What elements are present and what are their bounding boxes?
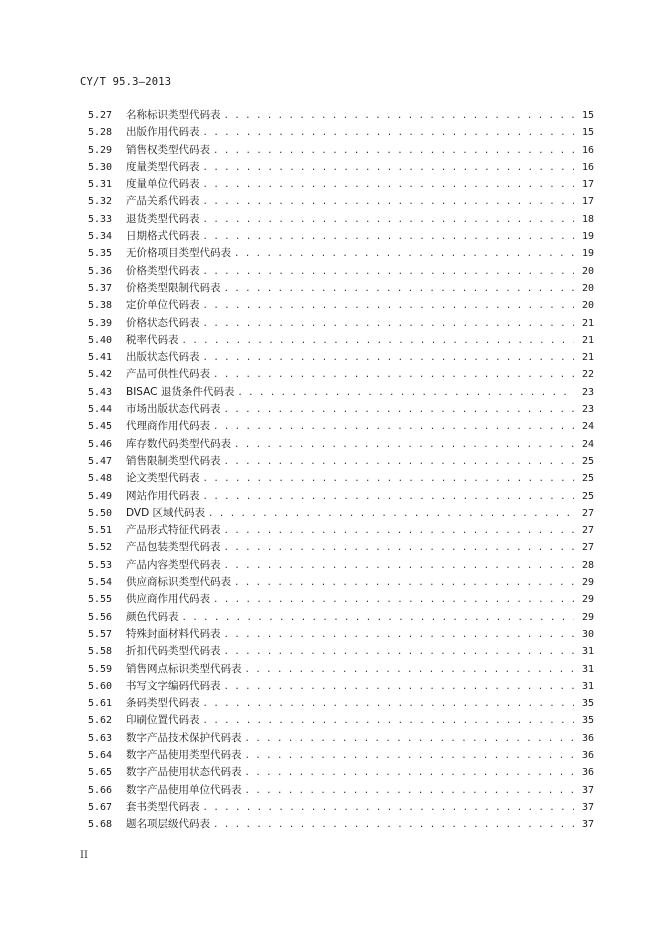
toc-dot-leader <box>213 143 574 160</box>
toc-entry-number: 5.60 <box>88 680 113 692</box>
toc-dot-leader <box>203 800 575 817</box>
toc-entry[interactable] <box>88 816 594 833</box>
toc-entry-page: 27 <box>581 542 594 554</box>
toc-entry-page: 23 <box>581 386 594 398</box>
toc-dot-leader <box>224 627 575 644</box>
toc-dot-leader <box>203 125 575 142</box>
toc-dot-leader <box>224 540 575 557</box>
toc-entry-title: 数字产品使用单位代码表 <box>126 783 242 796</box>
toc-entry-page: 24 <box>581 438 594 450</box>
toc-entry-number: 5.58 <box>88 646 113 658</box>
toc-entry-title: 印刷位置代码表 <box>126 714 200 727</box>
toc-entry[interactable] <box>88 211 594 228</box>
toc-dot-leader <box>224 281 575 298</box>
toc-entry-page: 25 <box>581 490 594 502</box>
toc-dot-leader <box>203 489 575 506</box>
table-of-contents <box>88 107 594 833</box>
toc-dot-leader <box>224 454 575 471</box>
toc-dot-leader <box>224 679 575 696</box>
toc-entry-page: 21 <box>581 352 594 364</box>
toc-entry-title: 题名项层级代码表 <box>126 818 210 831</box>
toc-entry-page: 21 <box>581 317 594 329</box>
toc-dot-leader <box>203 177 575 194</box>
document-code-header: CY/T 95.3—2013 <box>80 76 172 88</box>
toc-entry-page: 36 <box>581 749 594 761</box>
toc-entry-title: 税率代码表 <box>126 333 179 346</box>
toc-dot-leader <box>203 264 575 281</box>
toc-entry[interactable] <box>88 488 594 505</box>
toc-entry-title: 产品包装类型代码表 <box>126 541 221 554</box>
toc-dot-leader <box>203 350 575 367</box>
toc-entry-page: 15 <box>581 110 594 121</box>
toc-entry-title: 度量类型代码表 <box>126 160 200 173</box>
toc-entry[interactable] <box>88 366 594 383</box>
toc-entry[interactable] <box>88 712 594 729</box>
toc-entry[interactable] <box>88 384 594 401</box>
toc-entry-title: 供应商作用代码表 <box>126 593 210 606</box>
toc-entry[interactable] <box>88 764 594 781</box>
toc-entry[interactable] <box>88 228 594 245</box>
toc-dot-leader <box>224 402 575 419</box>
toc-entry-number: 5.59 <box>88 663 113 675</box>
toc-entry-page: 35 <box>581 715 594 727</box>
toc-entry[interactable] <box>88 401 594 418</box>
toc-entry-number: 5.61 <box>88 698 113 710</box>
toc-entry-number: 5.34 <box>88 231 113 243</box>
toc-entry[interactable] <box>88 505 594 522</box>
toc-entry-page: 20 <box>581 300 594 312</box>
toc-entry-number: 5.46 <box>88 438 113 450</box>
toc-entry-title: 产品可供性代码表 <box>126 368 210 381</box>
toc-entry-title: 产品关系代码表 <box>126 195 200 208</box>
toc-entry-title: 供应商标识类型代码表 <box>126 576 231 589</box>
toc-entry-page: 28 <box>581 559 594 571</box>
toc-entry-page: 35 <box>581 698 594 710</box>
toc-entry-title: 销售限制类型代码表 <box>126 454 221 467</box>
toc-dot-leader <box>203 471 575 488</box>
toc-entry-number: 5.42 <box>88 369 113 381</box>
toc-entry-title: 产品形式特征代码表 <box>126 524 221 537</box>
toc-entry-number: 5.53 <box>88 559 113 571</box>
toc-entry-title: 退货类型代码表 <box>126 212 200 225</box>
toc-entry-number: 5.57 <box>88 628 113 640</box>
toc-dot-leader <box>213 817 574 834</box>
toc-entry-number: 5.40 <box>88 334 113 346</box>
toc-entry-number: 5.56 <box>88 611 113 623</box>
toc-entry-page: 29 <box>581 577 594 589</box>
toc-entry-title: BISAC 退货条件代码表 <box>126 385 235 398</box>
toc-entry-number: 5.29 <box>88 144 113 156</box>
toc-entry-page: 37 <box>581 819 594 831</box>
toc-entry[interactable] <box>88 557 594 574</box>
toc-dot-leader <box>213 419 574 436</box>
toc-entry-number: 5.52 <box>88 542 113 554</box>
toc-entry-title: 网站作用代码表 <box>126 489 200 502</box>
toc-entry-page: 25 <box>581 455 594 467</box>
toc-entry-page: 19 <box>581 231 594 243</box>
toc-entry-number: 5.67 <box>88 801 113 813</box>
toc-entry-number: 5.68 <box>88 819 113 831</box>
toc-dot-leader <box>234 246 574 263</box>
toc-entry-page: 19 <box>581 248 594 260</box>
toc-dot-leader <box>203 194 575 211</box>
toc-dot-leader <box>213 592 574 609</box>
toc-entry[interactable] <box>88 695 594 712</box>
toc-entry[interactable] <box>88 782 594 799</box>
toc-entry[interactable] <box>88 142 594 159</box>
toc-entry-page: 17 <box>581 196 594 208</box>
toc-entry-number: 5.43 <box>88 386 113 398</box>
toc-entry-number: 5.38 <box>88 300 113 312</box>
toc-entry-title: 销售网点标识类型代码表 <box>126 662 242 675</box>
toc-dot-leader <box>182 610 575 627</box>
toc-entry[interactable] <box>88 661 594 678</box>
toc-dot-leader <box>224 644 575 661</box>
toc-dot-leader <box>245 783 575 800</box>
toc-dot-leader <box>245 731 575 748</box>
toc-dot-leader <box>237 385 574 402</box>
toc-entry[interactable] <box>88 418 594 435</box>
toc-entry-page: 29 <box>581 611 594 623</box>
toc-dot-leader <box>234 575 574 592</box>
toc-entry-page: 37 <box>581 784 594 796</box>
toc-dot-leader <box>203 212 575 229</box>
toc-entry-page: 22 <box>581 369 594 381</box>
toc-entry-title: 数字产品使用类型代码表 <box>126 748 242 761</box>
toc-entry[interactable] <box>88 332 594 349</box>
toc-dot-leader <box>203 298 575 315</box>
toc-entry-page: 17 <box>581 179 594 191</box>
toc-entry-title: 市场出版状态代码表 <box>126 403 221 416</box>
toc-entry-page: 25 <box>581 473 594 485</box>
toc-entry-number: 5.62 <box>88 715 113 727</box>
toc-entry-page: 31 <box>581 680 594 692</box>
toc-entry-title: 条码类型代码表 <box>126 697 200 710</box>
toc-entry-title: 论文类型代码表 <box>126 472 200 485</box>
toc-entry-page: 37 <box>581 801 594 813</box>
toc-dot-leader <box>203 696 575 713</box>
toc-entry[interactable] <box>88 799 594 816</box>
toc-entry[interactable] <box>88 453 594 470</box>
toc-entry-page: 24 <box>581 421 594 433</box>
toc-entry-page: 31 <box>581 663 594 675</box>
toc-entry-number: 5.65 <box>88 767 113 779</box>
toc-entry-title: 套书类型代码表 <box>126 800 200 813</box>
toc-entry[interactable] <box>88 730 594 747</box>
toc-entry-title: 度量单位代码表 <box>126 178 200 191</box>
toc-entry-title: 折扣代码类型代码表 <box>126 645 221 658</box>
toc-entry-title: 价格状态代码表 <box>126 316 200 329</box>
toc-dot-leader <box>203 713 575 730</box>
toc-entry[interactable] <box>88 643 594 660</box>
toc-entry-page: 36 <box>581 732 594 744</box>
toc-entry-number: 5.50 <box>88 507 113 519</box>
toc-entry-page: 27 <box>581 507 594 519</box>
toc-entry[interactable] <box>88 315 594 332</box>
toc-dot-leader <box>203 316 575 333</box>
toc-entry-title: 出版状态代码表 <box>126 351 200 364</box>
toc-entry-page: 21 <box>581 334 594 346</box>
toc-entry[interactable] <box>88 470 594 487</box>
toc-entry-title: 价格类型代码表 <box>126 264 200 277</box>
toc-dot-leader <box>203 160 575 177</box>
toc-dot-leader <box>224 558 575 575</box>
toc-entry-title: 代理商作用代码表 <box>126 420 210 433</box>
toc-entry[interactable] <box>88 297 594 314</box>
toc-entry-number: 5.28 <box>88 127 113 139</box>
toc-entry-number: 5.33 <box>88 213 113 225</box>
toc-entry[interactable] <box>88 124 594 141</box>
toc-entry-title: 出版作用代码表 <box>126 126 200 139</box>
toc-entry-page: 15 <box>581 127 594 139</box>
toc-entry[interactable] <box>88 747 594 764</box>
toc-entry[interactable] <box>88 159 594 176</box>
toc-dot-leader <box>245 765 575 782</box>
toc-entry-number: 5.49 <box>88 490 113 502</box>
toc-entry-title: 数字产品使用状态代码表 <box>126 766 242 779</box>
toc-dot-leader <box>203 229 575 246</box>
toc-entry[interactable] <box>88 574 594 591</box>
toc-entry-title: 价格类型限制代码表 <box>126 281 221 294</box>
toc-entry-title: 特殊封面材料代码表 <box>126 627 221 640</box>
toc-entry-number: 5.66 <box>88 784 113 796</box>
toc-entry[interactable] <box>88 349 594 366</box>
toc-entry[interactable] <box>88 539 594 556</box>
toc-entry[interactable] <box>88 263 594 280</box>
toc-dot-leader <box>234 437 574 454</box>
toc-entry-title: 数字产品技术保护代码表 <box>126 731 242 744</box>
toc-entry-number: 5.48 <box>88 473 113 485</box>
toc-entry-page: 20 <box>581 282 594 294</box>
toc-entry-number: 5.45 <box>88 421 113 433</box>
toc-entry-number: 5.55 <box>88 594 113 606</box>
toc-entry-number: 5.27 <box>88 110 113 121</box>
toc-dot-leader <box>213 367 574 384</box>
toc-entry-title: 定价单位代码表 <box>126 299 200 312</box>
toc-dot-leader <box>182 333 575 350</box>
toc-entry[interactable] <box>88 591 594 608</box>
toc-entry-page: 36 <box>581 767 594 779</box>
toc-entry[interactable] <box>88 280 594 297</box>
toc-dot-leader <box>245 748 575 765</box>
toc-dot-leader <box>245 662 575 679</box>
toc-entry-page: 20 <box>581 265 594 277</box>
toc-entry[interactable] <box>88 609 594 626</box>
toc-entry-title: 名称标识类型代码表 <box>126 109 221 121</box>
toc-entry-page: 18 <box>581 213 594 225</box>
toc-entry-page: 31 <box>581 646 594 658</box>
toc-entry[interactable] <box>88 436 594 453</box>
toc-entry-title: 日期格式代码表 <box>126 230 200 243</box>
toc-dot-leader <box>224 523 575 540</box>
toc-dot-leader <box>224 108 575 125</box>
toc-entry-title: 无价格项目类型代码表 <box>126 247 231 260</box>
toc-entry-page: 27 <box>581 525 594 537</box>
toc-entry-page: 23 <box>581 404 594 416</box>
toc-entry-number: 5.63 <box>88 732 113 744</box>
toc-entry[interactable] <box>88 626 594 643</box>
toc-entry-number: 5.30 <box>88 161 113 173</box>
toc-entry-title: 颜色代码表 <box>126 610 179 623</box>
toc-entry[interactable] <box>88 678 594 695</box>
toc-entry-title: 产品内容类型代码表 <box>126 558 221 571</box>
page-number: II <box>80 850 88 861</box>
toc-dot-leader <box>208 506 574 523</box>
toc-entry[interactable] <box>88 193 594 210</box>
toc-entry-number: 5.37 <box>88 282 113 294</box>
toc-entry-number: 5.44 <box>88 404 113 416</box>
toc-entry-title: 库存数代码类型代码表 <box>126 437 231 450</box>
toc-entry-number: 5.36 <box>88 265 113 277</box>
toc-entry[interactable] <box>88 245 594 262</box>
toc-entry-number: 5.54 <box>88 577 113 589</box>
toc-entry-number: 5.39 <box>88 317 113 329</box>
toc-entry-number: 5.47 <box>88 455 113 467</box>
toc-entry-page: 16 <box>581 161 594 173</box>
toc-entry-title: 销售权类型代码表 <box>126 143 210 156</box>
toc-entry-number: 5.64 <box>88 749 113 761</box>
toc-entry-number: 5.41 <box>88 352 113 364</box>
toc-entry[interactable] <box>88 107 594 124</box>
toc-entry[interactable] <box>88 522 594 539</box>
toc-entry-number: 5.35 <box>88 248 113 260</box>
toc-entry[interactable] <box>88 176 594 193</box>
toc-entry-page: 30 <box>581 628 594 640</box>
toc-entry-page: 16 <box>581 144 594 156</box>
toc-entry-number: 5.32 <box>88 196 113 208</box>
toc-entry-page: 29 <box>581 594 594 606</box>
toc-entry-title: 书写文字编码代码表 <box>126 679 221 692</box>
toc-entry-title: DVD 区域代码表 <box>126 506 206 519</box>
toc-entry-number: 5.31 <box>88 179 113 191</box>
toc-entry-number: 5.51 <box>88 525 113 537</box>
